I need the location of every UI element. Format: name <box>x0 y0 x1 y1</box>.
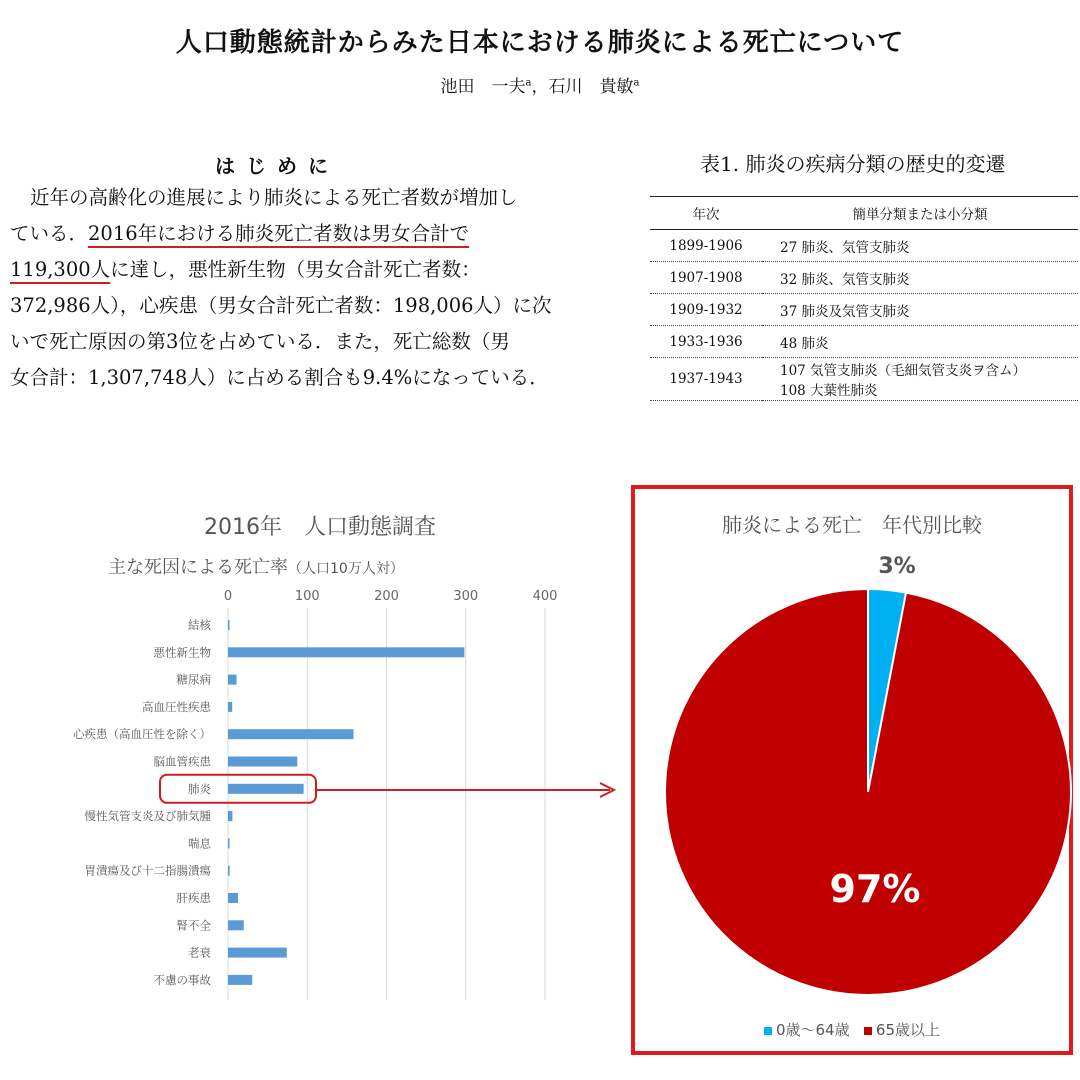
intro-line <box>10 218 469 246</box>
bar-chart-subtitle-main: 主な死因による死亡率 <box>108 557 288 578</box>
legend-swatch <box>764 1027 772 1035</box>
bar <box>228 620 230 630</box>
category-label: 高血圧性疾患 <box>142 699 211 714</box>
category-label: 慢性気管支炎及び肺気腫 <box>84 809 211 824</box>
bar <box>228 948 287 958</box>
table-cell-year: 1899-1906 <box>650 230 762 262</box>
intro-line <box>10 326 510 354</box>
table-header-row <box>650 197 1078 230</box>
author-line <box>0 72 1080 97</box>
class-entry: 32 肺炎、気管支肺炎 <box>780 271 910 288</box>
classification-history-table <box>650 196 1078 401</box>
category-label: 心疾患（高血圧性を除く） <box>73 727 211 742</box>
text-segment: 近年の高齢化の進展により肺炎による死亡者数が増加し <box>30 186 518 209</box>
text-segment: に達し，悪性新生物（男女合計死亡者数： <box>110 258 481 281</box>
bar-chart-subtitle-unit: （人口10万人対） <box>288 561 404 577</box>
table-header-class: 簡単分類または小分類 <box>762 197 1078 230</box>
intro-line <box>10 254 481 282</box>
bar <box>228 675 237 685</box>
category-label: 結核 <box>188 618 211 632</box>
bar <box>228 893 238 903</box>
intro-heading: はじめに <box>215 154 339 178</box>
bar <box>228 784 304 794</box>
author-name: 石川 貴敏 <box>548 77 634 97</box>
pie-chart <box>635 549 1069 1009</box>
table-cell-class <box>762 262 1078 294</box>
table-row <box>650 358 1078 401</box>
class-entry: 108 大葉性肺炎 <box>780 383 878 399</box>
bar <box>228 838 230 848</box>
annotation-arrow <box>310 775 630 805</box>
slice-label: 97% <box>829 867 921 911</box>
bar <box>228 757 297 767</box>
class-entry: 107 気管支肺炎（毛細気管支炎ヲ含ム） <box>780 363 1027 379</box>
text-segment: 372,986人），心疾患（男女合計死亡者数：198,006人）に次 <box>10 294 552 317</box>
bar-chart-title: 2016年 人口動態調査 <box>204 515 436 540</box>
pie-chart-panel <box>631 485 1073 1055</box>
class-entry: 37 肺炎及気管支肺炎 <box>780 303 910 320</box>
table-cell-year: 1933-1936 <box>650 326 762 358</box>
table-row <box>650 326 1078 358</box>
underlined-text: 2016年における肺炎死亡者数は男女合計で <box>88 222 470 245</box>
category-label: 糖尿病 <box>176 672 211 687</box>
bar <box>228 811 232 821</box>
author-affiliation: a <box>525 77 532 89</box>
table-cell-class <box>762 358 1078 401</box>
table-body <box>650 230 1078 401</box>
table-row <box>650 230 1078 262</box>
table-viewport <box>640 190 1080 399</box>
category-label: 喘息 <box>188 836 211 851</box>
author-name: 池田 一夫 <box>440 77 526 97</box>
table-cell-year: 1937-1943 <box>650 358 762 401</box>
category-label: 脳血管疾患 <box>153 754 211 769</box>
table-cell-class <box>762 326 1078 358</box>
table-cell-class <box>762 294 1078 326</box>
table-caption: 表1. 肺炎の疾病分類の歴史的変遷 <box>700 152 1006 176</box>
category-label: 悪性新生物 <box>153 645 211 660</box>
class-entry: 48 肺炎 <box>780 335 829 352</box>
intro-line <box>10 290 552 318</box>
legend-label: 65歳以上 <box>875 1021 941 1039</box>
legend-label: 0歳～64歳 <box>775 1021 850 1039</box>
x-tick-label: 0 <box>223 589 233 604</box>
underlined-text: 119,300人 <box>10 258 111 281</box>
bar <box>228 866 230 876</box>
bar <box>228 702 232 712</box>
text-segment: 女合計：1,307,748人）に占める割合も9.4%になっている． <box>10 366 549 389</box>
category-label: 腎不全 <box>176 918 211 933</box>
category-label: 胃潰瘍及び十二指腸潰瘍 <box>84 863 211 878</box>
text-segment: ている． <box>10 222 89 245</box>
table-row <box>650 262 1078 294</box>
table-row <box>650 294 1078 326</box>
pie-slice <box>665 589 1071 995</box>
pie-chart-title: 肺炎による死亡 年代別比較 <box>722 513 982 537</box>
x-tick-label: 400 <box>532 589 558 604</box>
paper-title: 人口動態統計からみた日本における肺炎による死亡について <box>175 28 905 58</box>
bar <box>228 647 464 657</box>
table-cell-class <box>762 230 1078 262</box>
intro-line <box>10 362 549 390</box>
category-label: 肝疾患 <box>176 891 211 905</box>
bar <box>228 920 244 930</box>
class-entry: 27 肺炎、気管支肺炎 <box>780 239 910 256</box>
x-tick-label: 100 <box>294 589 320 604</box>
bar <box>228 975 252 985</box>
category-label: 肺炎 <box>188 781 211 796</box>
author-separator: ， <box>531 77 549 97</box>
text-segment: いで死亡原因の第3位を占めている．また，死亡総数（男 <box>10 330 510 353</box>
legend-swatch <box>864 1027 872 1035</box>
intro-line <box>30 182 518 210</box>
x-tick-label: 300 <box>453 589 479 604</box>
category-label: 不慮の事故 <box>153 972 211 987</box>
table-cell-year: 1909-1932 <box>650 294 762 326</box>
bar-chart-subtitle <box>108 553 404 579</box>
author-affiliation: a <box>633 77 640 89</box>
category-label: 老衰 <box>188 945 211 960</box>
table-header-year: 年次 <box>650 197 762 230</box>
x-tick-label: 200 <box>374 589 399 604</box>
pie-legend <box>635 1019 1069 1040</box>
table-cell-year: 1907-1908 <box>650 262 762 294</box>
bar <box>228 729 354 739</box>
slice-label: 3% <box>878 554 916 579</box>
